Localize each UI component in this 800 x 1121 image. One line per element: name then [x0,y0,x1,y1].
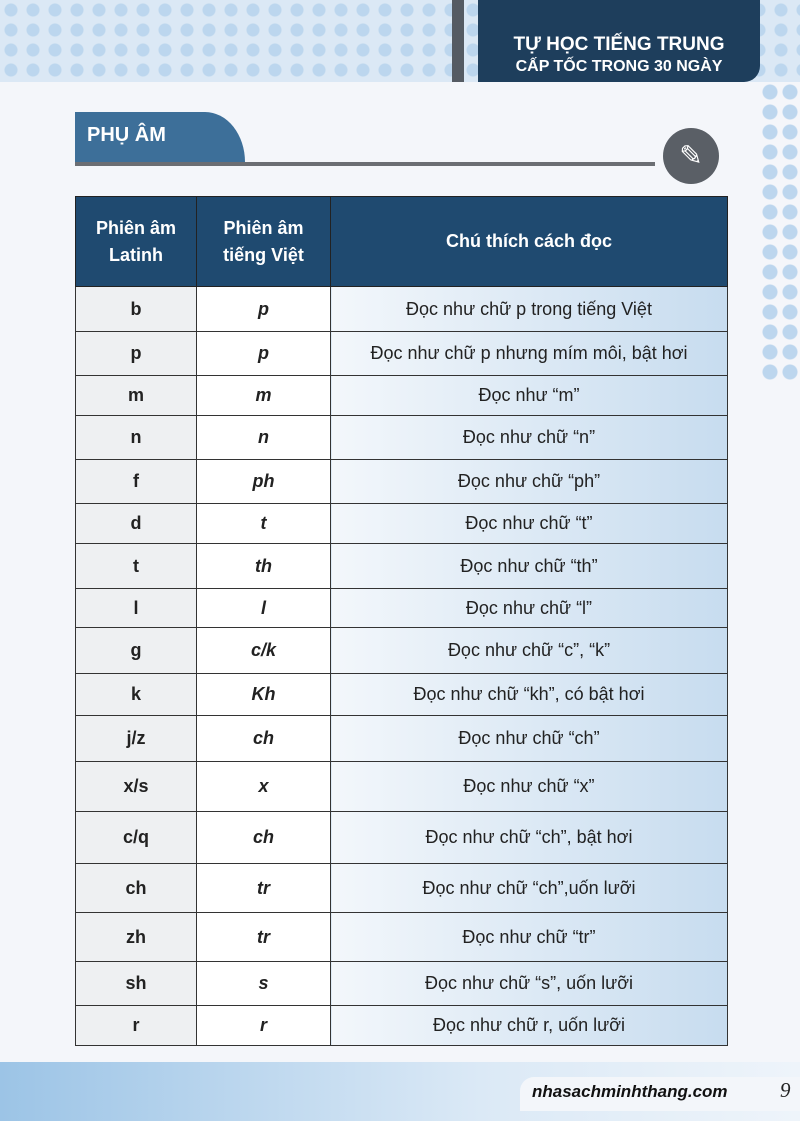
vietnamese-cell: tr [197,864,331,913]
latin-cell: j/z [76,716,197,762]
table-row [76,287,728,332]
book-title-line1: TỰ HỌC TIẾNG TRUNG [513,34,725,55]
latin-cell: p [76,332,197,376]
table-row [76,332,728,376]
vietnamese-cell: ch [197,812,331,864]
note-cell: Đọc như chữ “ch” [331,716,728,762]
note-cell: Đọc như chữ “tr” [331,913,728,962]
latin-cell: g [76,628,197,674]
table-row [76,1006,728,1046]
header-vietnamese: Phiên âm tiếng Việt [197,197,331,287]
note-cell: Đọc như chữ “s”, uốn lưỡi [331,962,728,1006]
latin-cell: m [76,376,197,416]
latin-cell: l [76,589,197,628]
vietnamese-cell: tr [197,913,331,962]
note-cell: Đọc như chữ “ch”,uốn lưỡi [331,864,728,913]
table-header-row [76,197,728,287]
vietnamese-cell: ch [197,716,331,762]
latin-cell: t [76,544,197,589]
table-row [76,864,728,913]
vietnamese-cell: r [197,1006,331,1046]
page-number: 9 [780,1078,791,1102]
note-cell: Đọc như chữ “t” [331,504,728,544]
note-cell: Đọc như chữ “ph” [331,460,728,504]
note-cell: Đọc như chữ r, uốn lưỡi [331,1006,728,1046]
vietnamese-cell: p [197,287,331,332]
latin-cell: ch [76,864,197,913]
note-cell: Đọc như chữ p nhưng mím môi, bật hơi [331,332,728,376]
latin-cell: sh [76,962,197,1006]
table-row [76,716,728,762]
note-cell: Đọc như chữ “x” [331,762,728,812]
vietnamese-cell: s [197,962,331,1006]
note-cell: Đọc như chữ p trong tiếng Việt [331,287,728,332]
note-cell: Đọc như chữ “ch”, bật hơi [331,812,728,864]
table-row [76,376,728,416]
table-row [76,589,728,628]
book-title [478,0,760,82]
vietnamese-cell: th [197,544,331,589]
note-cell: Đọc như chữ “th” [331,544,728,589]
vietnamese-cell: Kh [197,674,331,716]
latin-cell: x/s [76,762,197,812]
latin-cell: k [76,674,197,716]
latin-cell: b [76,287,197,332]
table-row [76,962,728,1006]
table-row [76,416,728,460]
note-cell: Đọc như chữ “l” [331,589,728,628]
consonant-table [75,196,728,1046]
side-pattern [760,82,800,382]
website-link: nhasachminhthang.com [532,1082,728,1101]
table-row [76,762,728,812]
section-title: PHỤ ÂM [75,112,245,162]
vietnamese-cell: l [197,589,331,628]
table-row [76,628,728,674]
vietnamese-cell: ph [197,460,331,504]
section-divider [75,162,655,166]
latin-cell: f [76,460,197,504]
header-accent-bar [452,0,464,82]
vietnamese-cell: c/k [197,628,331,674]
vietnamese-cell: n [197,416,331,460]
vietnamese-cell: x [197,762,331,812]
vietnamese-cell: p [197,332,331,376]
table-row [76,674,728,716]
header-notes: Chú thích cách đọc [331,197,728,287]
book-pencil-icon: ✎ [663,128,719,184]
latin-cell: zh [76,913,197,962]
note-cell: Đọc như “m” [331,376,728,416]
latin-cell: n [76,416,197,460]
vietnamese-cell: m [197,376,331,416]
note-cell: Đọc như chữ “kh”, có bật hơi [331,674,728,716]
note-cell: Đọc như chữ “n” [331,416,728,460]
table-row [76,913,728,962]
table-row [76,812,728,864]
book-title-line2: CẤP TỐC TRONG 30 NGÀY [515,58,723,75]
latin-cell: d [76,504,197,544]
header-latin: Phiên âm Latinh [76,197,197,287]
table-row [76,544,728,589]
note-cell: Đọc như chữ “c”, “k” [331,628,728,674]
table-row [76,460,728,504]
vietnamese-cell: t [197,504,331,544]
latin-cell: r [76,1006,197,1046]
table-row [76,504,728,544]
latin-cell: c/q [76,812,197,864]
